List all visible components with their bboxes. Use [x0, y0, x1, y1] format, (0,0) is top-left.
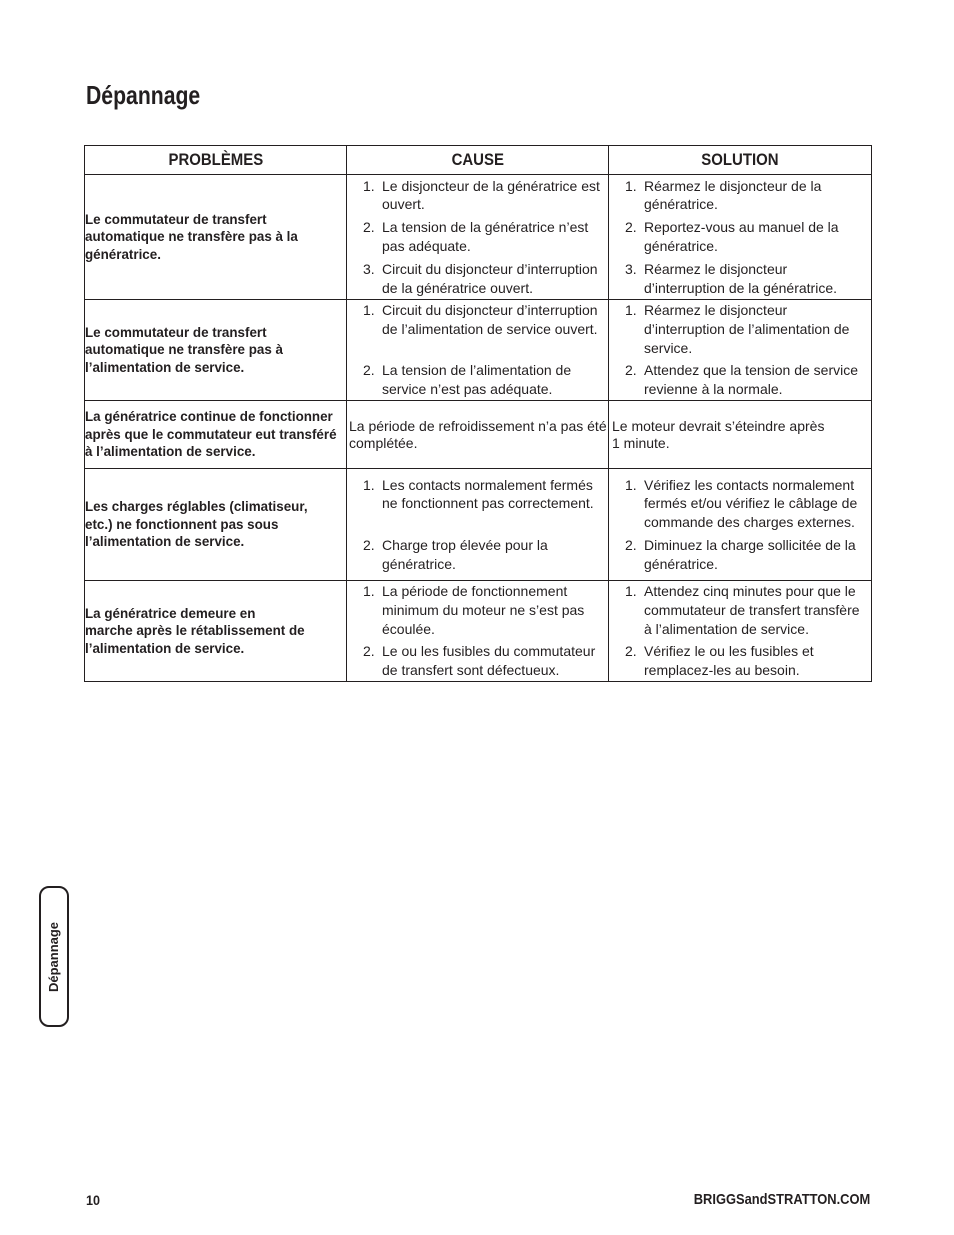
item-number: 3. [363, 260, 375, 277]
item-line: Le ou les fusibles du commutateur [382, 643, 596, 660]
item-line: Réarmez le disjoncteur de la [644, 177, 822, 194]
item-text [644, 582, 860, 638]
problem-line: Les charges réglables (climatiseur, [85, 499, 308, 515]
section-tab-label: Dépannage [46, 921, 61, 992]
problem-cell [85, 300, 347, 401]
item-line: Reportez-vous au manuel de la [644, 219, 839, 236]
cause-item [347, 301, 608, 357]
problem-cell [85, 581, 347, 682]
solution-item [609, 218, 871, 256]
item-text [382, 218, 588, 256]
item-line: commande des charges externes. [644, 514, 855, 531]
item-line: d’interruption de la génératrice. [644, 279, 838, 296]
item-text [644, 642, 814, 680]
section-tab [39, 886, 69, 1027]
cause-cell [347, 581, 609, 682]
item-line: La tension de l’alimentation de [382, 362, 572, 379]
table-row [85, 581, 872, 682]
item-line: La période de fonctionnement [382, 583, 568, 599]
item-line: Vérifiez les contacts normalement [644, 476, 855, 493]
table-row [85, 401, 872, 469]
item-line: Réarmez le disjoncteur [644, 302, 788, 318]
solution-cell [609, 175, 872, 300]
item-number: 2. [625, 536, 637, 553]
item-line: service. [644, 339, 693, 356]
item-number: 2. [625, 219, 637, 236]
table-row [85, 300, 872, 401]
item-line: à l’alimentation de service. [644, 620, 809, 637]
item-line: Le disjoncteur de la génératrice est [382, 177, 600, 194]
item-line: Réarmez le disjoncteur [644, 260, 788, 277]
solution-item [609, 177, 871, 215]
item-number: 2. [363, 362, 375, 379]
problem-line: l’alimentation de service. [85, 534, 245, 550]
cause-item [347, 177, 608, 215]
solution-line: 1 minute. [612, 434, 670, 451]
table-row [85, 469, 872, 581]
problem-line: après que le commutateur eut transféré [85, 426, 337, 442]
cause-item [347, 218, 608, 256]
item-number: 2. [625, 362, 637, 379]
header-cause [347, 146, 609, 175]
problem-line: Le commutateur de transfert [85, 211, 267, 227]
item-text [644, 177, 821, 215]
item-number: 1. [363, 476, 375, 493]
item-line: Circuit du disjoncteur d’interruption [382, 302, 598, 318]
page-number: 10 [86, 1192, 101, 1208]
item-line: La tension de la génératrice n’est [382, 219, 589, 236]
solution-line: Le moteur devrait s’éteindre après [612, 417, 825, 434]
cause-item [347, 582, 608, 638]
problem-cell [85, 401, 347, 469]
problem-line: génératrice. [85, 246, 161, 262]
solution-cell [609, 469, 872, 581]
website-url: BRIGGSandSTRATTON.COM [693, 1191, 870, 1208]
troubleshooting-table [84, 145, 872, 682]
item-text [382, 301, 598, 357]
problem-line: La génératrice continue de fonctionner [85, 409, 333, 425]
item-line: service n’est pas adéquate. [382, 381, 553, 398]
cause-cell [347, 175, 609, 300]
cause-cell [347, 469, 609, 581]
item-line: Attendez que la tension de service [644, 362, 859, 379]
problem-line: marche après le rétablissement de [85, 623, 305, 639]
page-title: Dépannage [86, 80, 201, 110]
table-header-row [85, 146, 872, 175]
header-solution [609, 146, 872, 175]
item-text [644, 218, 839, 256]
item-line: Les contacts normalement fermés [382, 476, 593, 493]
item-line: génératrice. [382, 555, 456, 572]
item-number: 1. [625, 177, 637, 194]
item-line: de la génératrice ouvert. [382, 279, 533, 296]
solution-item [609, 361, 871, 399]
item-line: Diminuez la charge sollicitée de la [644, 536, 856, 553]
item-text [382, 177, 600, 215]
solution-item [609, 301, 871, 357]
item-line: Charge trop élevée pour la [382, 536, 548, 553]
item-line: écoulée. [382, 620, 435, 637]
item-line: de l’alimentation de service ouvert. [382, 320, 598, 337]
item-text [382, 361, 571, 399]
item-line: de transfert sont défectueux. [382, 662, 560, 679]
cause-item [347, 361, 608, 399]
cause-item [347, 642, 608, 680]
item-text [382, 642, 595, 680]
item-text [644, 536, 856, 574]
problem-cell [85, 175, 347, 300]
problem-line: etc.) ne fonctionnent pas sous [85, 516, 279, 532]
item-line: génératrice. [644, 238, 718, 254]
problem-line: l’alimentation de service. [85, 359, 245, 375]
header-solution-label: SOLUTION [701, 150, 779, 169]
problem-line: automatique ne transfère pas à la [85, 229, 298, 245]
item-number: 1. [625, 476, 637, 493]
header-cause-label: CAUSE [451, 150, 504, 169]
item-text [644, 260, 837, 298]
item-line: ouvert. [382, 196, 425, 213]
header-problems-label: PROBLÈMES [168, 150, 263, 169]
item-line: fermés et/ou vérifiez le câblage de [644, 495, 858, 512]
item-line: minimum du moteur ne s’est pas [382, 601, 585, 618]
problem-line: automatique ne transfère pas à [85, 342, 283, 358]
solution-item [609, 642, 871, 680]
problem-line: Le commutateur de transfert [85, 324, 267, 340]
item-number: 1. [363, 177, 375, 194]
item-line: génératrice. [644, 196, 718, 213]
item-text [382, 260, 598, 298]
cause-item [347, 536, 608, 574]
solution-item [609, 536, 871, 574]
item-text [644, 361, 858, 399]
item-line: commutateur de transfert transfère [644, 601, 860, 618]
item-number: 2. [363, 643, 375, 660]
item-line: pas adéquate. [382, 238, 471, 254]
item-number: 1. [363, 302, 375, 318]
item-number: 1. [625, 583, 637, 599]
cause-cell [347, 401, 609, 469]
item-text [644, 301, 849, 357]
item-line: Vérifiez le ou les fusibles et [644, 643, 814, 660]
item-text [382, 536, 548, 574]
item-text [382, 582, 584, 638]
problem-line: à l’alimentation de service. [85, 444, 256, 460]
cause-cell [347, 300, 609, 401]
problem-cell [85, 469, 347, 581]
item-number: 1. [363, 583, 375, 599]
item-line: génératrice. [644, 555, 718, 572]
solution-cell [609, 401, 872, 469]
item-number: 2. [363, 536, 375, 553]
solution-item [609, 582, 871, 638]
solution-cell [609, 300, 872, 401]
item-line: d’interruption de l’alimentation de [644, 320, 850, 337]
item-number: 2. [363, 219, 375, 236]
cause-item [347, 476, 608, 532]
item-line: Attendez cinq minutes pour que le [644, 583, 856, 599]
cause-line: complétée. [349, 434, 418, 451]
item-line: ne fonctionnent pas correctement. [382, 495, 594, 512]
cause-line: La période de refroidissement n’a pas été [349, 417, 607, 434]
cause-item [347, 260, 608, 298]
header-problems [85, 146, 347, 175]
item-text [382, 476, 594, 532]
solution-cell [609, 581, 872, 682]
item-number: 3. [625, 260, 637, 277]
problem-line: La génératrice demeure en [85, 605, 256, 621]
item-number: 1. [625, 302, 637, 318]
solution-item [609, 260, 871, 298]
table-row [85, 175, 872, 300]
item-text [644, 476, 857, 532]
problem-line: l’alimentation de service. [85, 640, 245, 656]
item-number: 2. [625, 643, 637, 660]
item-line: Circuit du disjoncteur d’interruption [382, 260, 598, 277]
solution-item [609, 476, 871, 532]
item-line: revienne à la normale. [644, 381, 783, 398]
item-line: remplacez-les au besoin. [644, 662, 800, 679]
